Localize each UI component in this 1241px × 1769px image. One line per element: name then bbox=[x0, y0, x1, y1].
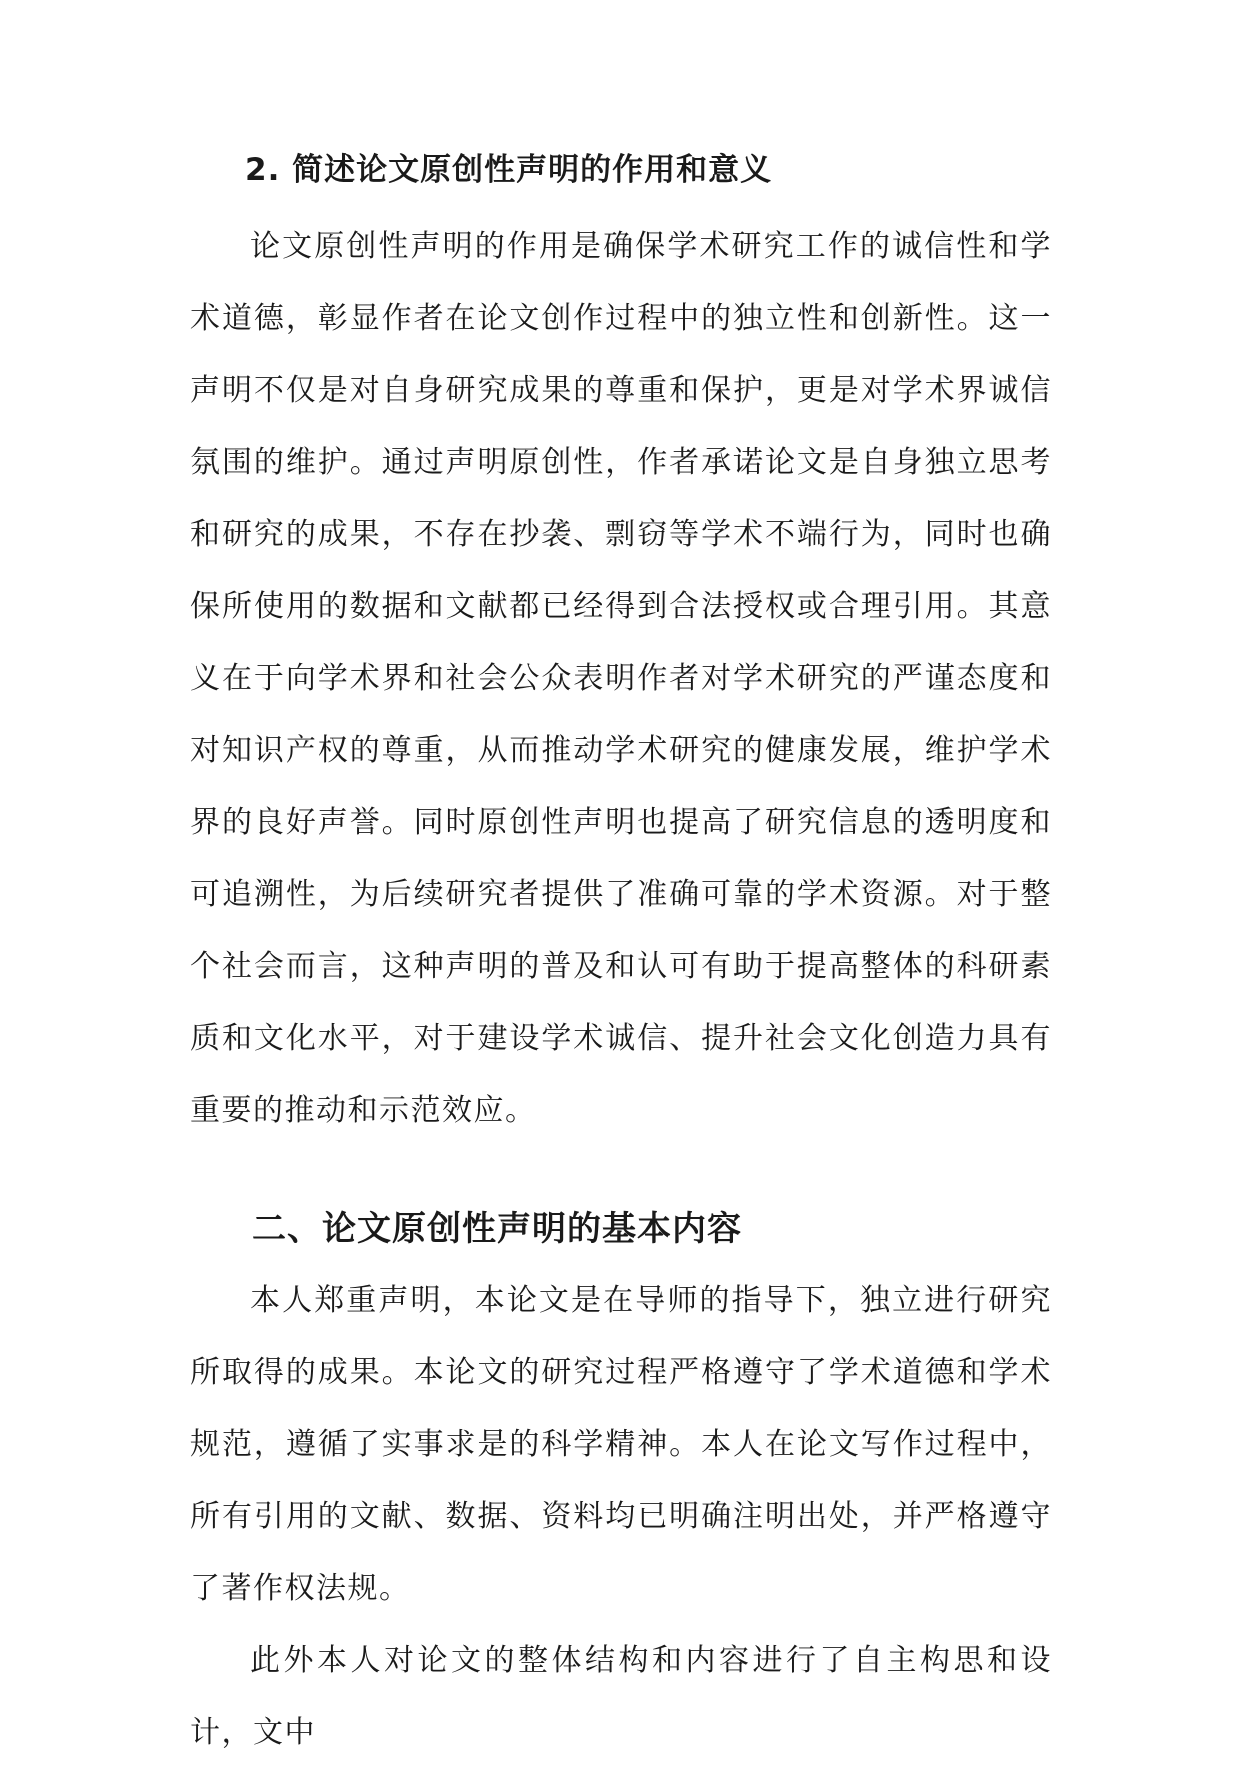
subheading-role-and-significance: 2. 简述论文原创性声明的作用和意义 bbox=[245, 152, 773, 188]
paragraph-structure: 此外本人对论文的整体结构和内容进行了自主构思和设计，文中 bbox=[190, 1643, 1052, 1750]
paragraph-role-and-significance: 论文原创性声明的作用是确保学术研究工作的诚信性和学术道德，彰显作者在论文创作过程中的独立性和创新性。这一声明不仅是对自身研究成果的尊重和保护，更是对学术界诚信氛围的维护。通过声明原创性，作者承诺论文是自身独立思考和研究的成果，不存在抄袭、剽窃等学术不端行为，同时也确保所使用的数据和文献都已经得到合法授权或合理引用。其意义在于向学术界和社会公众表明作者对学术研究的严谨态度和对知识产权的尊重，从而推动学术研究的健康发展，维护学术界的良好声誉。同时原创性声明也提高了研究信息的透明度和可追溯性，为后续研究者提供了准确可靠的学术资源。对于整个社会而言，这种声明的普及和认可有助于提高整体的科研素质和文化水平，对于建设学术诚信、提升社会文化创造力具有重要的推动和示范效应。 bbox=[190, 229, 1052, 1128]
section-heading-basic-content: 二、论文原创性声明的基本内容 bbox=[252, 1209, 742, 1249]
spacer bbox=[190, 200, 1052, 211]
paragraph-declaration: 本人郑重声明，本论文是在导师的指导下，独立进行研究所取得的成果。本论文的研究过程严格遵守了学术道德和学术规范，遵循了实事求是的科学精神。本人在论文写作过程中，所有引用的文献、数据、资料均已明确注明出处，并严格遵守了著作权法规。 bbox=[190, 1283, 1052, 1606]
document-body bbox=[190, 140, 1052, 1769]
